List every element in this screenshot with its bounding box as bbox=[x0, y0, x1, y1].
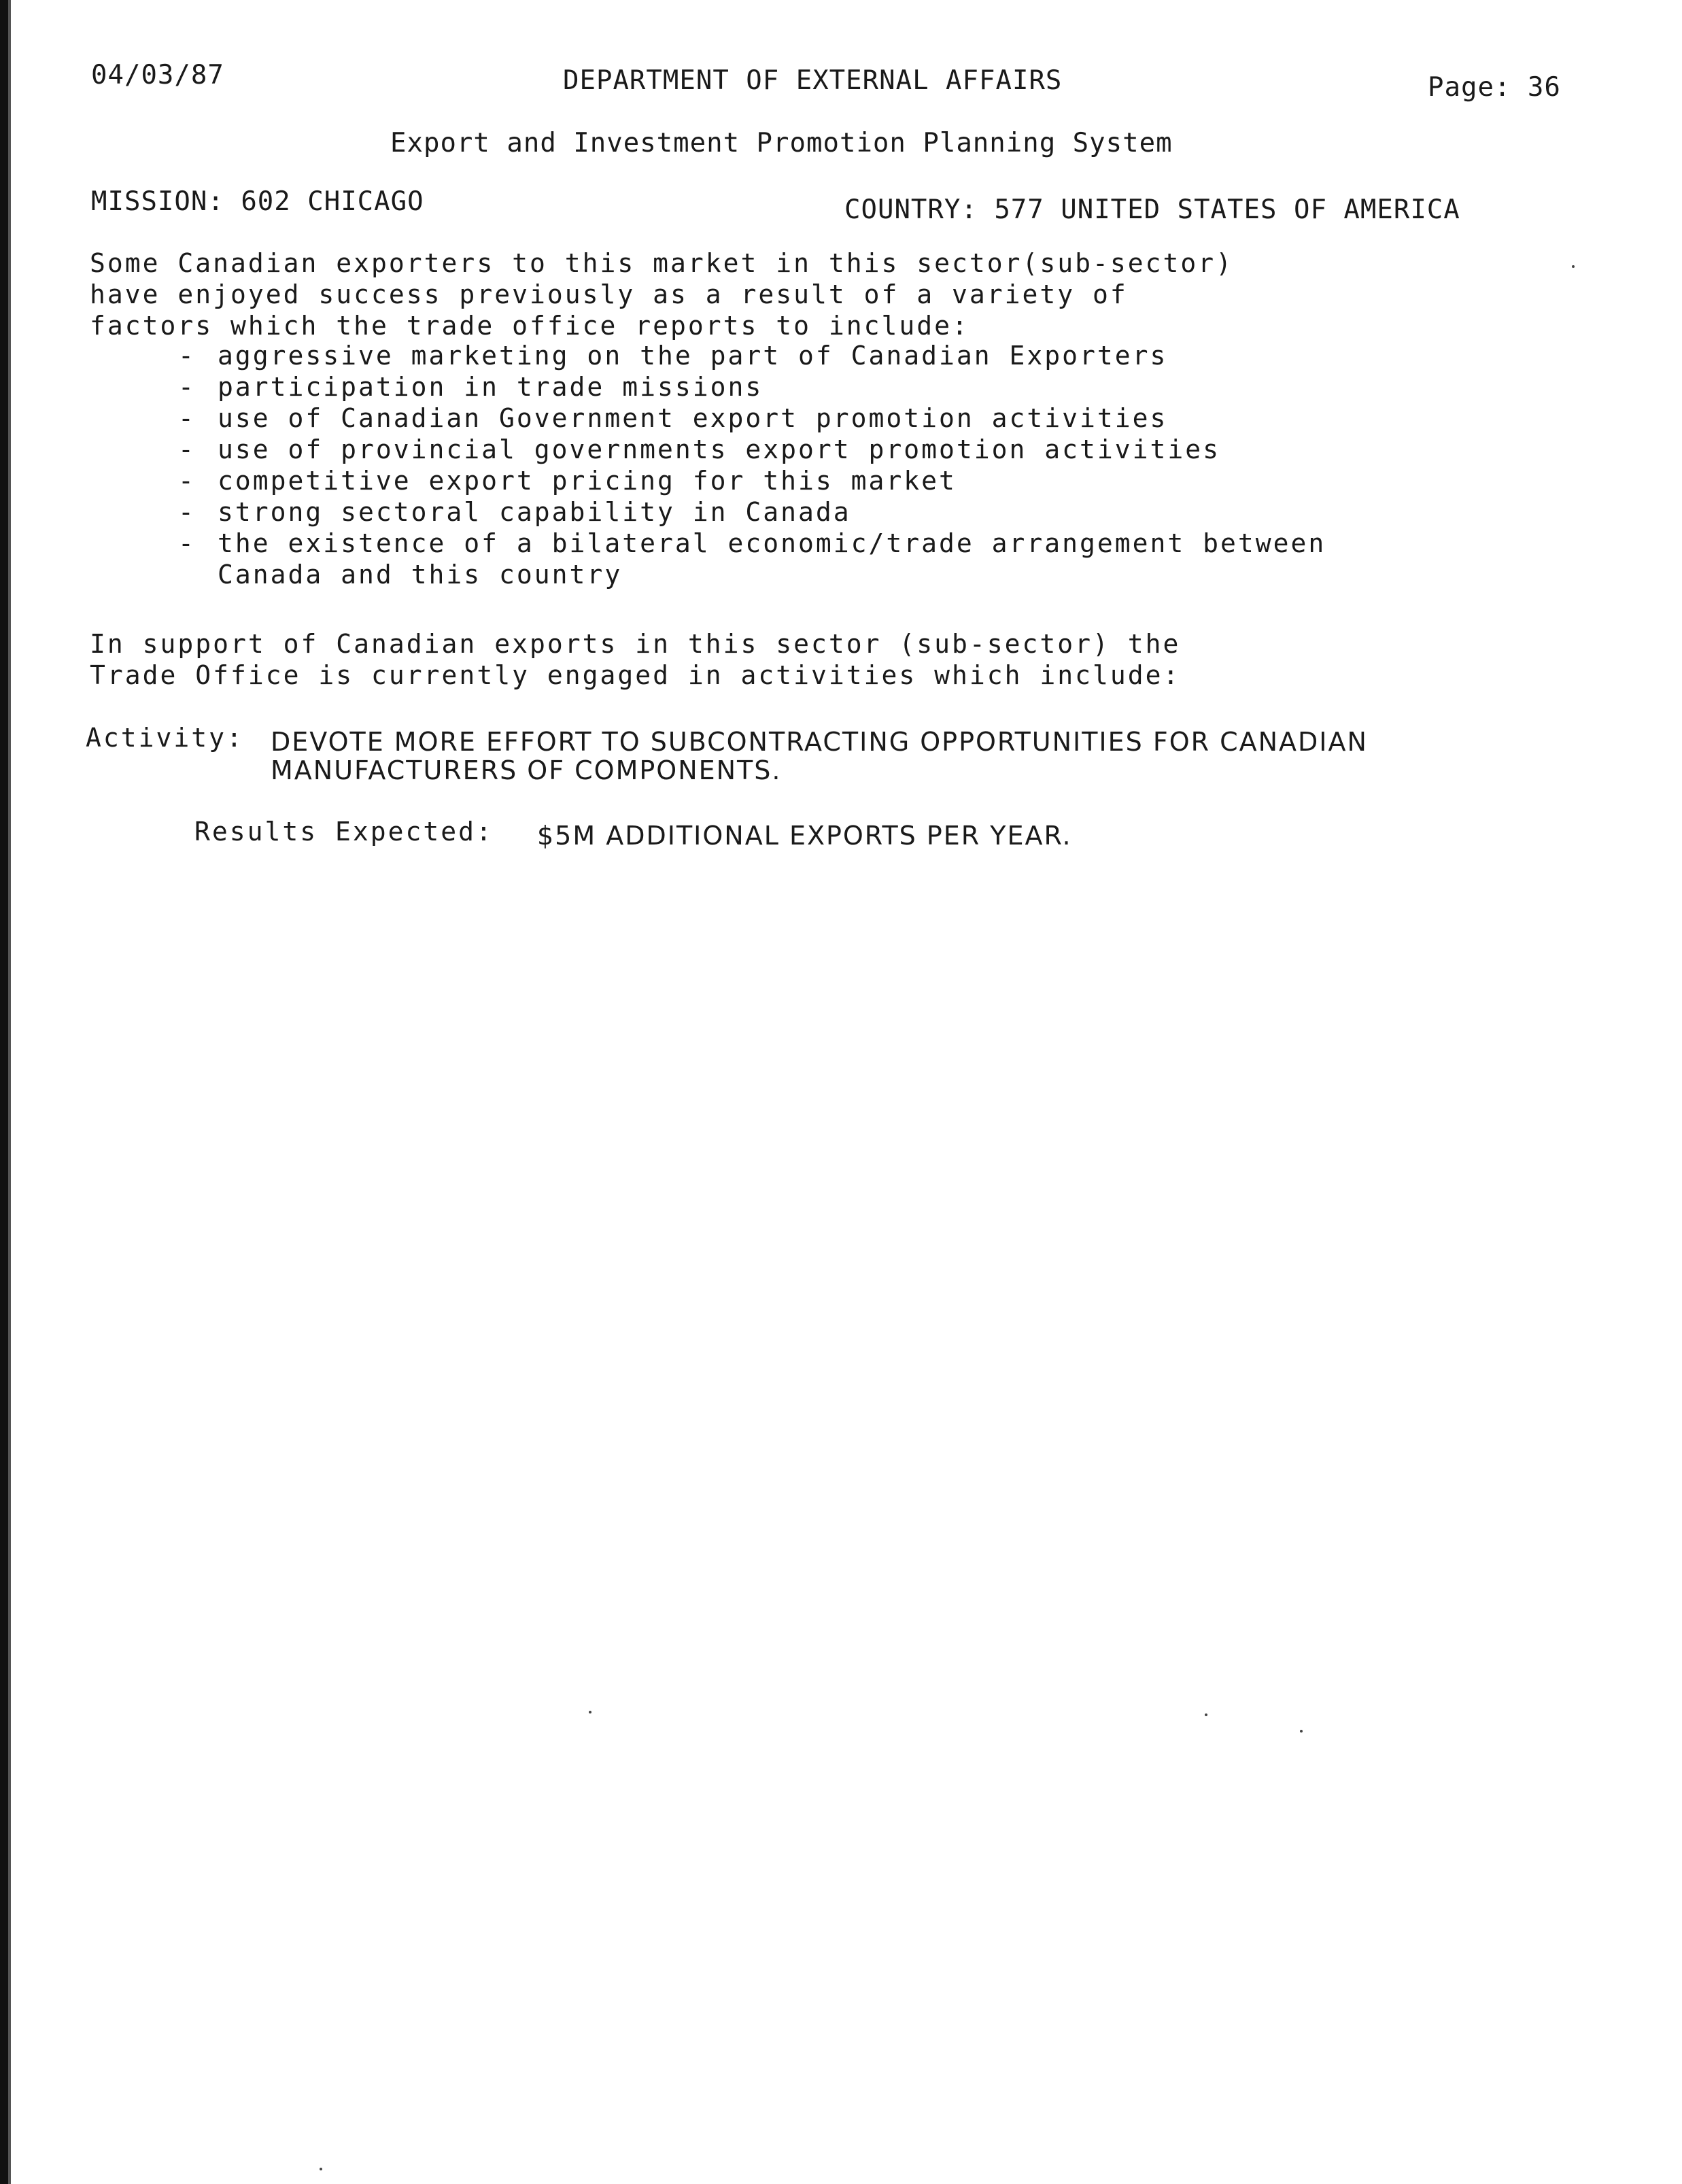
intro-line-3: factors which the trade office reports to include: bbox=[90, 311, 969, 341]
list-item bbox=[178, 371, 1326, 403]
support-line-2: Trade Office is currently engaged in activities which include: bbox=[90, 660, 1181, 690]
dash-bullet: - bbox=[178, 466, 196, 496]
intro-line-1: Some Canadian exporters to this market in this sector(sub-sector) bbox=[90, 248, 1234, 278]
list-item bbox=[178, 496, 1326, 528]
results-label: Results Expected: bbox=[194, 817, 494, 847]
factor-text: competitive export pricing for this market bbox=[218, 466, 957, 496]
list-item bbox=[178, 403, 1326, 434]
activity-line-1: DEVOTE MORE EFFORT TO SUBCONTRACTING OPPORTUNITIES FOR CANADIAN bbox=[271, 727, 1368, 757]
dash-bullet: - bbox=[178, 497, 196, 527]
list-item bbox=[178, 340, 1326, 371]
scan-speck bbox=[1572, 265, 1575, 268]
department-title: DEPARTMENT OF EXTERNAL AFFAIRS bbox=[563, 65, 1063, 96]
factor-text: the existence of a bilateral economic/trade arrangement between Canada and this country bbox=[218, 528, 1326, 590]
factor-text: use of provincial governments export promotion activities bbox=[218, 434, 1221, 464]
scan-speck bbox=[1205, 1713, 1207, 1716]
activity-line-2: MANUFACTURERS OF COMPONENTS. bbox=[271, 755, 782, 785]
dash-bullet: - bbox=[178, 528, 196, 558]
factor-text: aggressive marketing on the part of Canadian Exporters bbox=[218, 341, 1168, 371]
list-item bbox=[178, 434, 1326, 465]
dash-bullet: - bbox=[178, 434, 196, 464]
scan-edge bbox=[0, 0, 8, 2184]
page-number: Page: 36 bbox=[1428, 72, 1561, 103]
intro-line-2: have enjoyed success previously as a result of a variety of bbox=[90, 279, 1128, 309]
support-line-1: In support of Canadian exports in this sector (sub-sector) the bbox=[90, 629, 1181, 659]
factor-text: participation in trade missions bbox=[218, 372, 763, 402]
factor-text: strong sectoral capability in Canada bbox=[218, 497, 851, 527]
scan-speck bbox=[589, 1711, 591, 1713]
activity-label: Activity: bbox=[86, 723, 244, 753]
dash-bullet: - bbox=[178, 341, 196, 371]
scan-speck bbox=[1300, 1730, 1303, 1733]
scan-edge-shadow bbox=[8, 0, 11, 2184]
dash-bullet: - bbox=[178, 403, 196, 433]
factor-text: use of Canadian Government export promotion activities bbox=[218, 403, 1168, 433]
system-title: Export and Investment Promotion Planning System bbox=[390, 128, 1173, 158]
country-label: COUNTRY: 577 UNITED STATES OF AMERICA bbox=[844, 194, 1460, 225]
results-value: $5M ADDITIONAL EXPORTS PER YEAR. bbox=[537, 821, 1072, 851]
scan-speck bbox=[320, 2168, 322, 2170]
report-date: 04/03/87 bbox=[91, 60, 224, 90]
list-item bbox=[178, 465, 1326, 496]
success-factor-list bbox=[178, 340, 1326, 590]
list-item bbox=[178, 528, 1326, 590]
dash-bullet: - bbox=[178, 372, 196, 402]
mission-label: MISSION: 602 CHICAGO bbox=[91, 186, 424, 217]
